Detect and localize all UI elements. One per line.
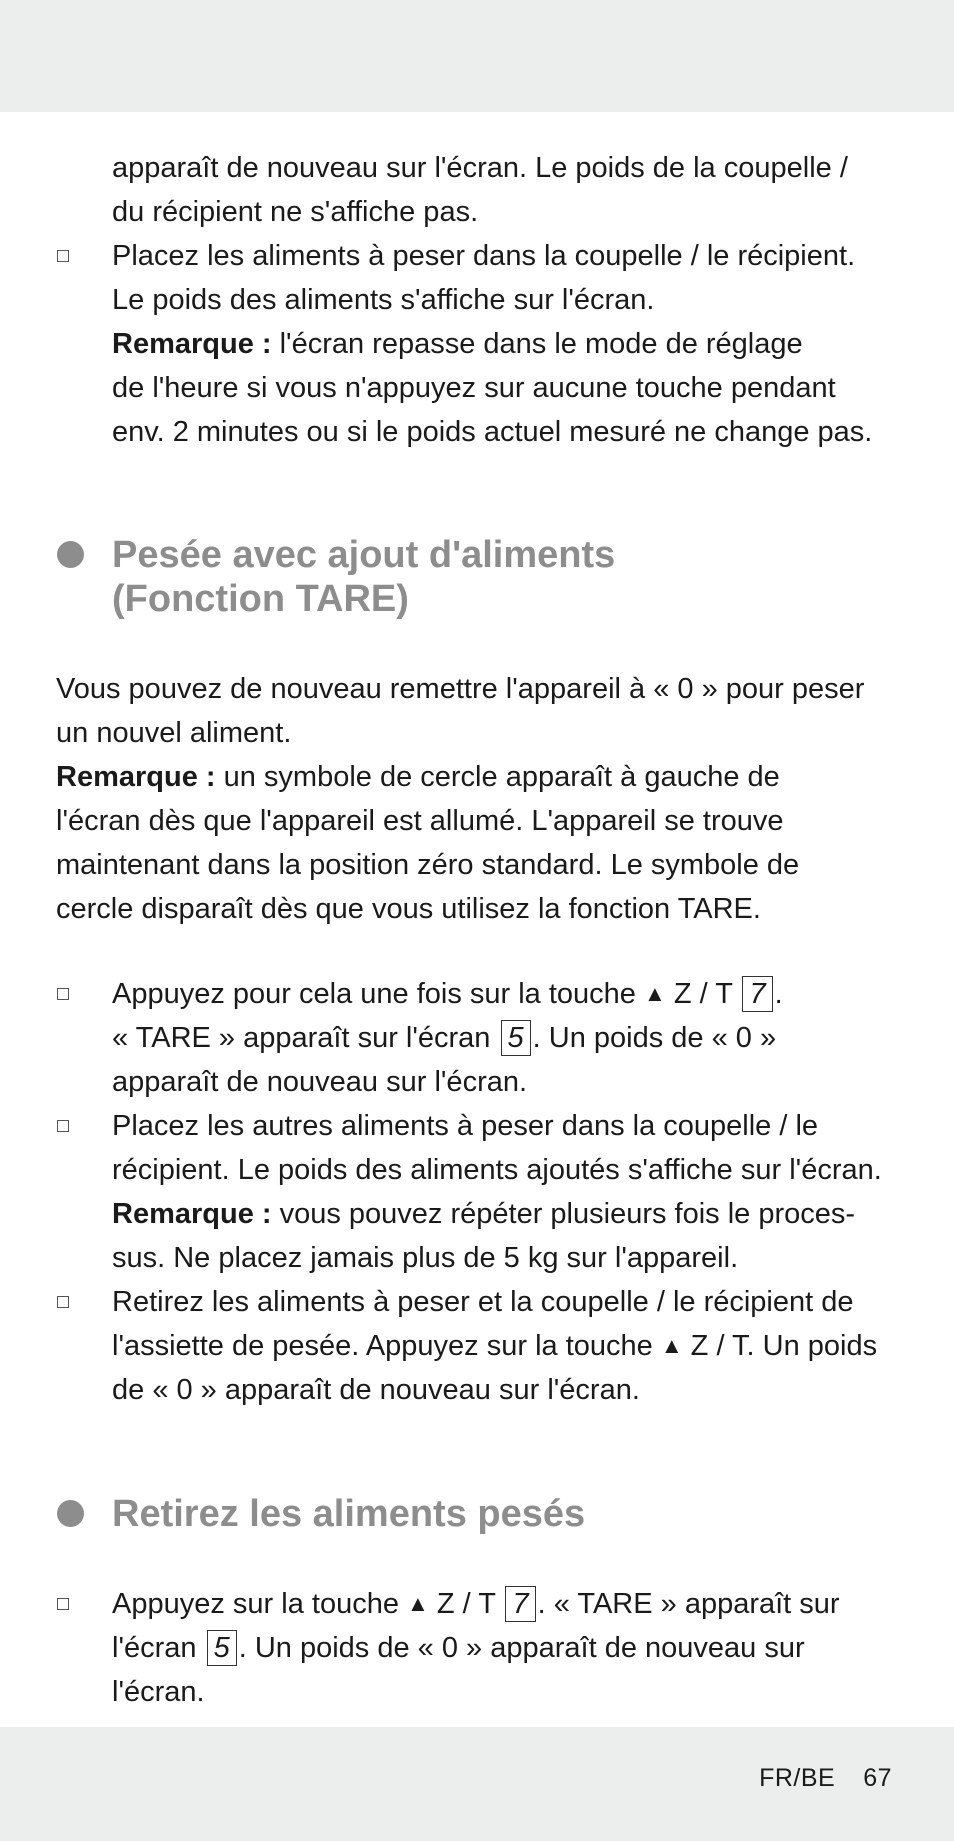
text-line <box>112 1324 912 1368</box>
text-span: Z / T. Un poids <box>682 1330 878 1362</box>
heading-line: Retirez les aliments pesés <box>112 1493 586 1535</box>
text-line: Vous pouvez de nouveau remettre l'appareil à « 0 » pour peser <box>56 673 865 705</box>
text-span: vous pouvez répéter plusieurs fois le proces- <box>271 1198 856 1230</box>
text-span: . Un poids de « 0 » <box>532 1022 777 1054</box>
text-span: Placez les autres aliments à peser dans la coupelle / le <box>112 1110 819 1142</box>
heading-line: Pesée avec ajout d'aliments <box>112 534 616 576</box>
text-line: de l'heure si vous n'appuyez sur aucune touche pendant <box>112 372 836 404</box>
text-line: l'écran dès que l'appareil est allumé. L'appareil se trouve <box>56 805 784 837</box>
text-span: Z / T <box>428 1588 504 1620</box>
text-span: l'écran repasse dans le mode de réglage <box>271 328 803 360</box>
section-bullet-icon <box>57 1500 84 1527</box>
top-margin-band <box>0 0 954 112</box>
text-line: du récipient ne s'affiche pas. <box>112 196 479 228</box>
note-label: Remarque : <box>56 761 216 793</box>
tare-steps <box>112 972 912 1412</box>
list-item <box>112 1104 912 1148</box>
note-label: Remarque : <box>112 1198 272 1230</box>
text-line: Placez les aliments à peser dans la coupelle / le récipient. <box>112 240 856 272</box>
text-line <box>112 1016 912 1060</box>
page-footer <box>759 1764 892 1793</box>
note-line <box>56 755 912 799</box>
top-continuation <box>112 146 912 454</box>
text-span: « TARE » apparaît sur l'écran <box>112 1022 499 1054</box>
text-span: Appuyez pour cela une fois sur la touche <box>112 978 644 1010</box>
checkbox-bullet-icon <box>57 1598 69 1610</box>
text-span: Appuyez sur la touche <box>112 1588 408 1620</box>
text-line: un nouvel aliment. <box>56 717 292 749</box>
display-reference-5: 5 <box>501 1020 531 1056</box>
up-triangle-icon: ▲ <box>644 981 666 1006</box>
list-item <box>112 1280 912 1324</box>
text-span: . « TARE » apparaît sur <box>537 1588 840 1620</box>
text-span: Retirez les aliments à peser et la coupelle / le récipient de <box>112 1286 854 1318</box>
heading-line: (Fonction TARE) <box>112 578 409 620</box>
checkbox-bullet-icon <box>57 1120 69 1132</box>
up-triangle-icon: ▲ <box>407 1591 429 1616</box>
remove-steps <box>112 1582 912 1714</box>
list-item <box>112 972 912 1016</box>
page-number: 67 <box>863 1764 892 1792</box>
text-line: maintenant dans la position zéro standard. Le symbole de <box>56 849 800 881</box>
text-line <box>112 1626 912 1670</box>
checkbox-bullet-icon <box>57 988 69 1000</box>
text-line: récipient. Le poids des aliments ajoutés s'affiche sur l'écran. <box>112 1154 882 1186</box>
text-span: Z / T <box>665 978 741 1010</box>
checkbox-bullet-icon <box>57 1296 69 1308</box>
display-reference-5: 5 <box>207 1630 237 1666</box>
text-span: . <box>774 978 783 1010</box>
list-item <box>112 234 912 278</box>
text-line: apparaît de nouveau sur l'écran. Le poids de la coupelle / <box>112 152 848 184</box>
section-bullet-icon <box>57 541 84 568</box>
note-label: Remarque : <box>112 328 272 360</box>
up-triangle-icon: ▲ <box>660 1333 683 1358</box>
text-span: l'assiette de pesée. Appuyez sur la touche <box>112 1330 661 1362</box>
text-line: Le poids des aliments s'affiche sur l'écran. <box>112 284 655 316</box>
text-line: sus. Ne placez jamais plus de 5 kg sur l'appareil. <box>112 1242 739 1274</box>
tare-intro <box>56 667 912 931</box>
footer-locale: FR/BE <box>759 1764 836 1792</box>
list-item <box>112 1582 912 1626</box>
text-span: un symbole de cercle apparaît à gauche de <box>215 761 780 793</box>
text-span: . Un poids de « 0 » apparaît de nouveau sur <box>238 1632 805 1664</box>
text-line: env. 2 minutes ou si le poids actuel mesuré ne change pas. <box>112 416 873 448</box>
key-reference-7: 7 <box>742 976 772 1012</box>
checkbox-bullet-icon <box>57 250 69 262</box>
section-heading-remove <box>112 1492 585 1536</box>
text-line: de « 0 » apparaît de nouveau sur l'écran. <box>112 1374 640 1406</box>
key-reference-7: 7 <box>505 1586 535 1622</box>
text-line: cercle disparaît dès que vous utilisez la fonction TARE. <box>56 893 761 925</box>
section-heading-tare <box>112 533 615 621</box>
note-line <box>112 322 912 366</box>
text-line: l'écran. <box>112 1676 205 1708</box>
text-line: apparaît de nouveau sur l'écran. <box>112 1066 528 1098</box>
text-span: l'écran <box>112 1632 205 1664</box>
note-line <box>112 1192 912 1236</box>
